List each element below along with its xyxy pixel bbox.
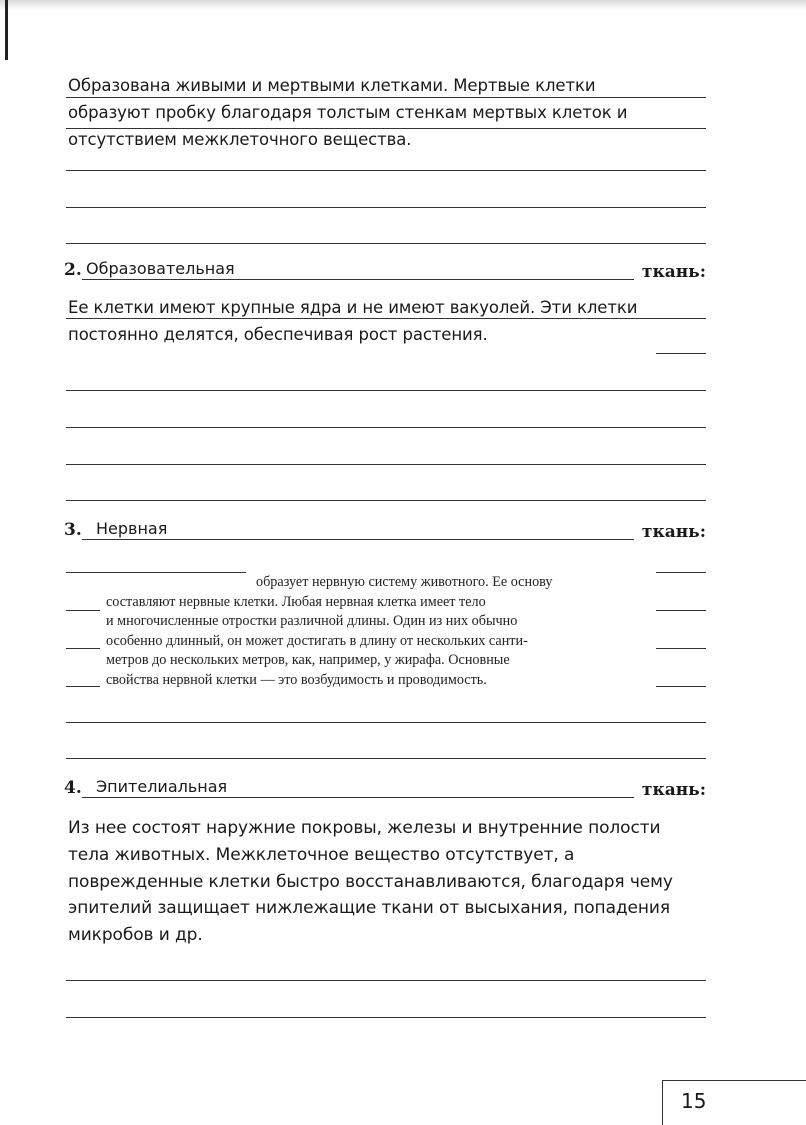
answer-line: Из нее состоят наружние покровы, железы и внутренние полости bbox=[68, 818, 661, 838]
answer-line: Образована живыми и мертвыми клетками. Мертвые клетки bbox=[68, 76, 596, 95]
answer-line: микробов и др. bbox=[68, 925, 203, 945]
section-header bbox=[64, 774, 706, 798]
writing-line bbox=[66, 128, 706, 129]
answer-line: эпителий защищает нижлежащие ткани от высыхания, попадения bbox=[68, 898, 670, 918]
tissue-suffix: ткань: bbox=[641, 522, 706, 542]
tissue-suffix: ткань: bbox=[641, 780, 706, 800]
answer-line: образуют пробку благодаря толстым стенкам мертвых клеток и bbox=[68, 103, 628, 122]
writing-line bbox=[66, 610, 100, 611]
writing-line bbox=[656, 353, 706, 354]
header-line bbox=[82, 797, 634, 798]
writing-line bbox=[656, 686, 706, 687]
section-header bbox=[64, 516, 706, 540]
header-line bbox=[82, 539, 634, 540]
writing-line bbox=[66, 686, 100, 687]
answer-line: отсутствием межклеточного вещества. bbox=[68, 130, 412, 149]
answer-line: Ее клетки имеют крупные ядра и не имеют вакуолей. Эти клетки bbox=[68, 298, 638, 317]
header-line bbox=[82, 279, 634, 280]
writing-line bbox=[66, 170, 706, 171]
writing-line bbox=[66, 207, 706, 208]
writing-line bbox=[66, 500, 706, 501]
writing-line bbox=[66, 980, 706, 981]
writing-line bbox=[656, 610, 706, 611]
printed-paragraph bbox=[106, 573, 646, 691]
writing-line bbox=[66, 1017, 706, 1018]
paragraph-line: особенно длинный, он может достигать в длину от нескольких санти- bbox=[106, 632, 528, 649]
section-number: 3. bbox=[64, 520, 82, 540]
answer-line: тела животных. Межклеточное вещество отсутствует, а bbox=[68, 845, 575, 865]
paragraph-line: метров до нескольких метров, как, например, у жирафа. Основные bbox=[106, 652, 510, 669]
writing-line bbox=[66, 758, 706, 759]
writing-line bbox=[66, 97, 706, 98]
paragraph-line: и многочисленные отростки различной длины. Один из них обычно bbox=[106, 613, 518, 630]
answer-line: постоянно делятся, обеспечивая рост растения. bbox=[68, 325, 488, 344]
scan-left-edge bbox=[5, 0, 8, 60]
page-number-box bbox=[662, 1080, 806, 1125]
writing-line bbox=[66, 243, 706, 244]
page-number: 15 bbox=[681, 1089, 707, 1113]
writing-line bbox=[66, 464, 706, 465]
writing-line bbox=[656, 572, 706, 573]
answer-line: поврежденные клетки быстро восстанавливаются, благодаря чему bbox=[68, 872, 673, 892]
paragraph-line: образует нервную систему животного. Ее основу bbox=[256, 574, 553, 590]
tissue-name: Эпителиальная bbox=[96, 777, 228, 796]
tissue-name: Нервная bbox=[96, 519, 168, 538]
tissue-name: Образовательная bbox=[86, 259, 235, 278]
writing-line bbox=[66, 648, 100, 649]
writing-line bbox=[66, 722, 706, 723]
scan-top-edge bbox=[0, 0, 806, 10]
writing-line bbox=[66, 318, 706, 319]
section-number: 4. bbox=[64, 778, 82, 798]
paragraph-line: свойства нервной клетки — это возбудимость и проводимость. bbox=[106, 671, 487, 688]
writing-line bbox=[66, 427, 706, 428]
paragraph-line: составляют нервные клетки. Любая нервная клетка имеет тело bbox=[106, 593, 486, 610]
writing-line bbox=[66, 390, 706, 391]
writing-line bbox=[656, 648, 706, 649]
section-number: 2. bbox=[64, 260, 82, 280]
section-header bbox=[64, 256, 706, 280]
tissue-suffix: ткань: bbox=[641, 262, 706, 282]
